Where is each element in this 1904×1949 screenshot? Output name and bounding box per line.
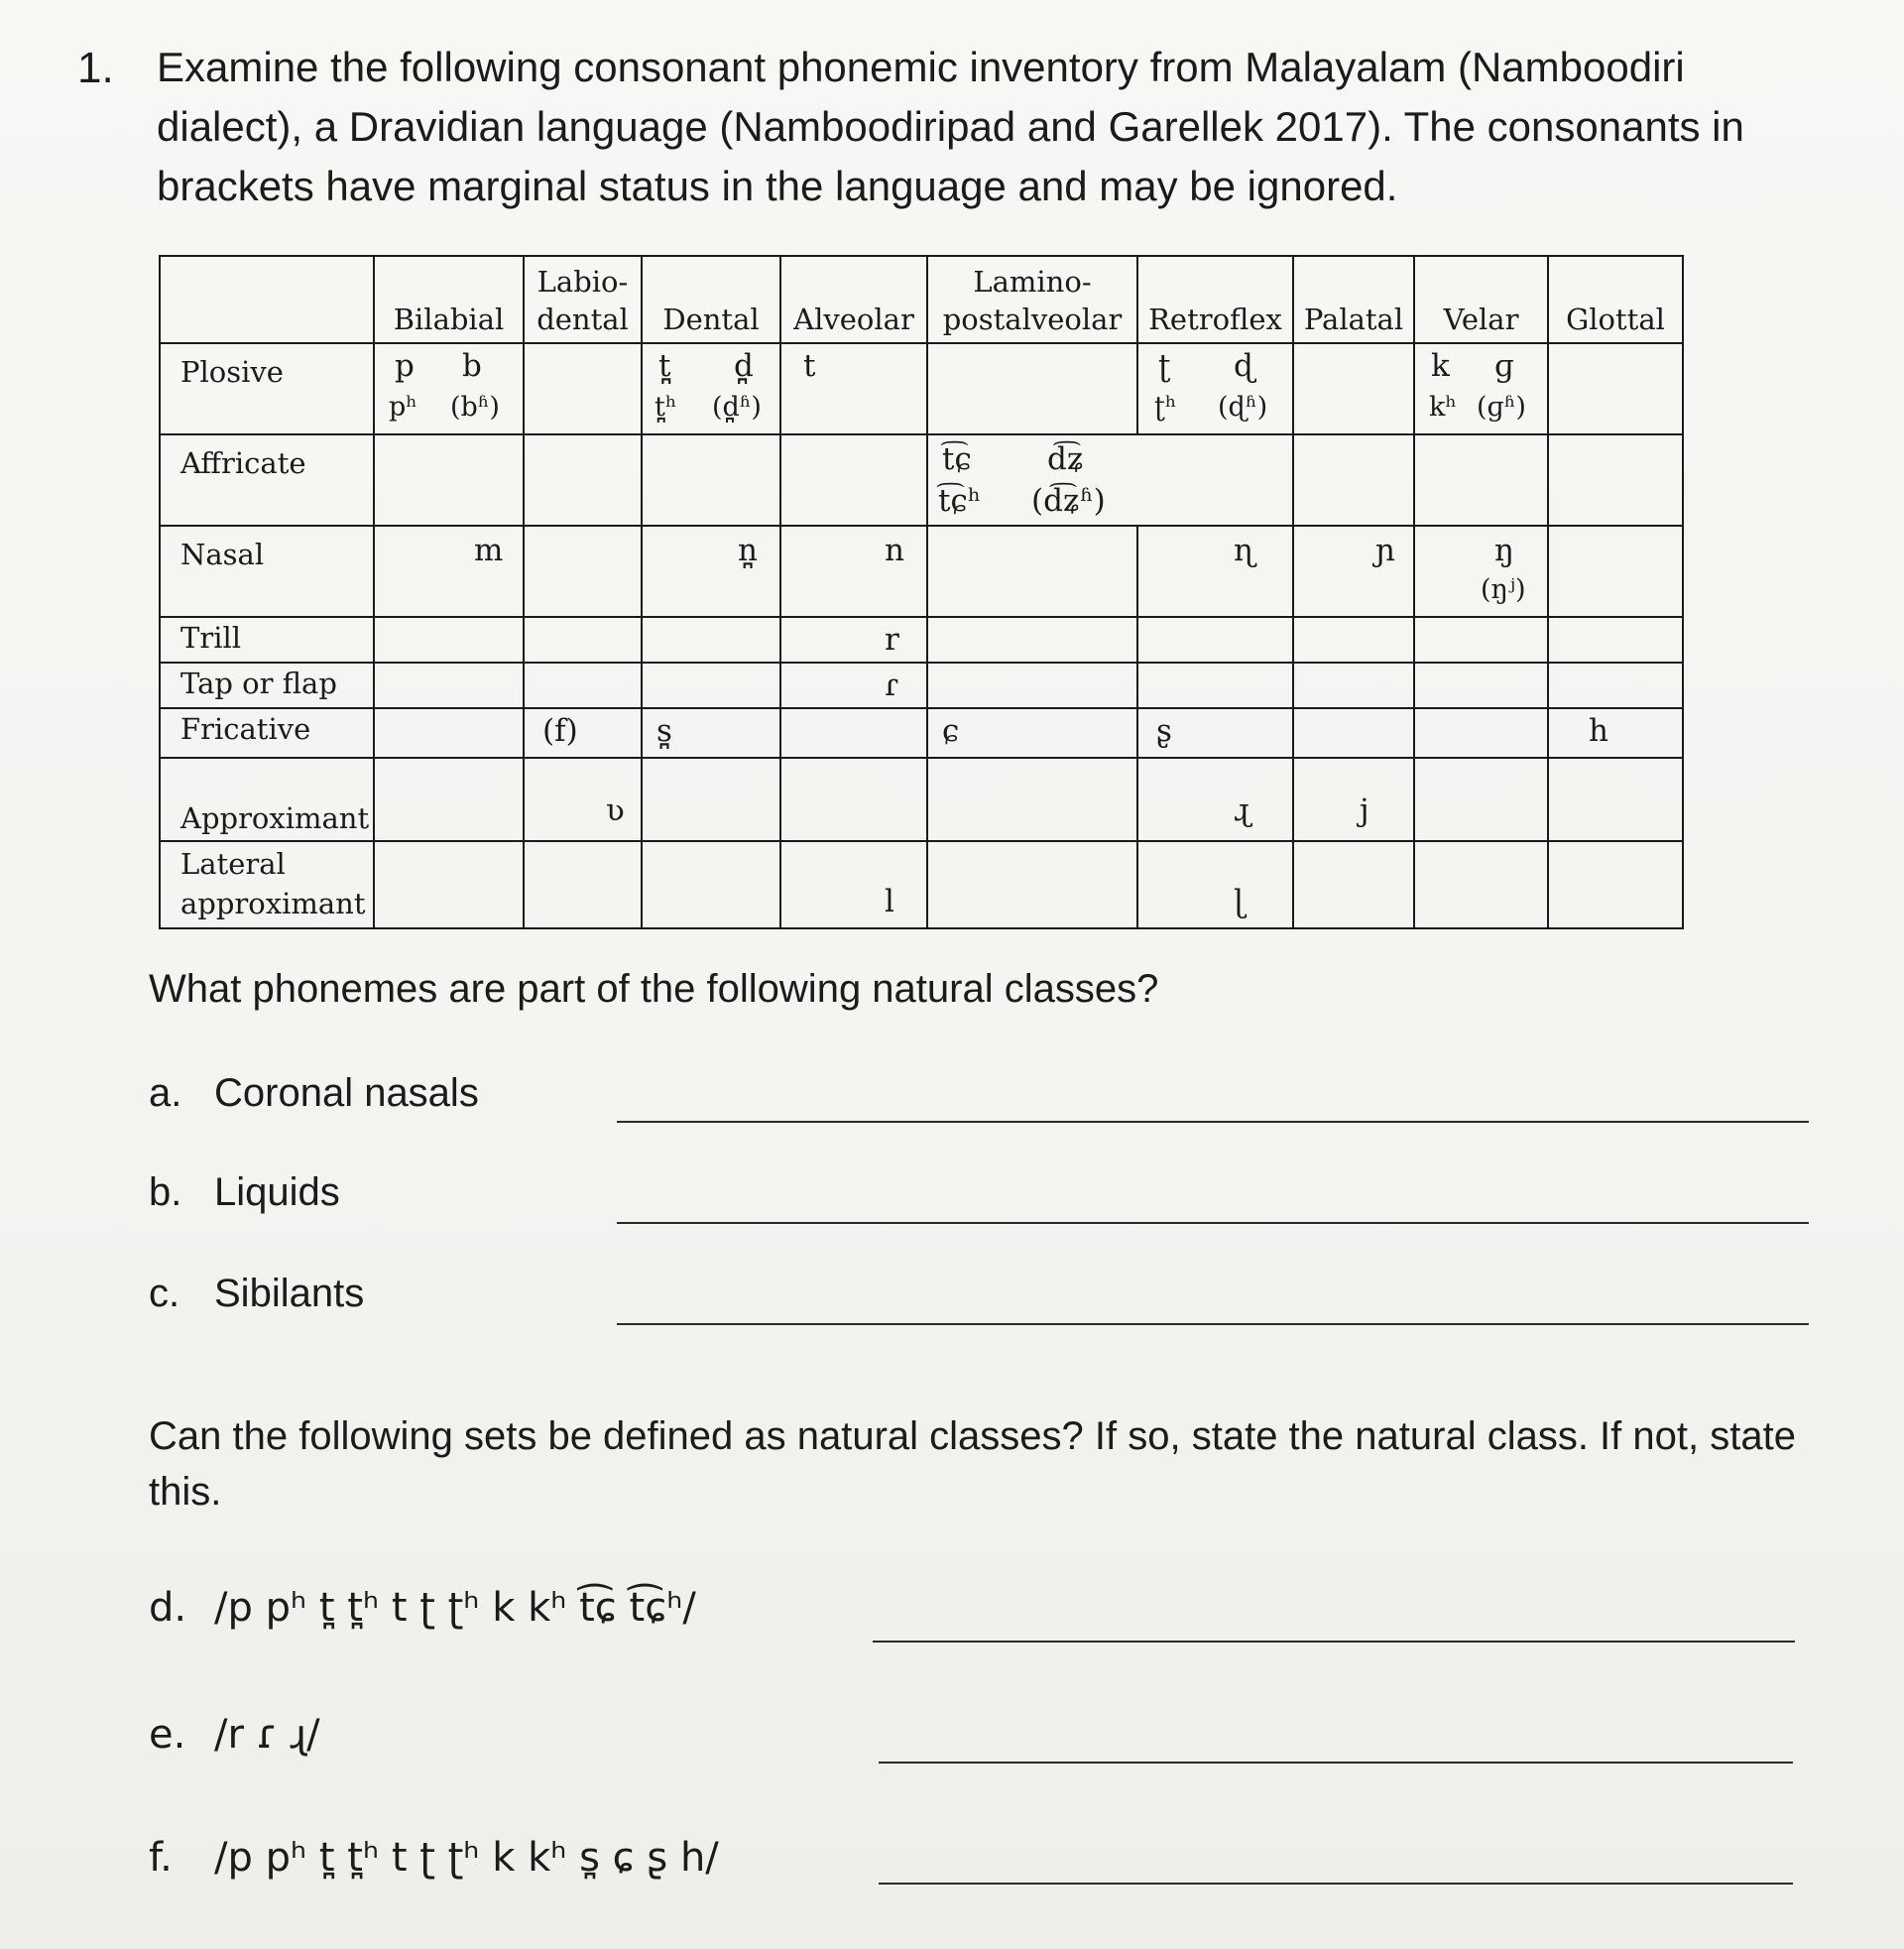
cell-trill-alveolar (780, 617, 927, 663)
col-alveolar: Alveolar (780, 256, 927, 343)
row-nasal: Nasal (160, 526, 374, 617)
answer-line-e[interactable] (879, 1762, 1793, 1764)
cell-fricative-palatal (1293, 708, 1414, 758)
phoneme: ɻ (1234, 792, 1251, 828)
cell-trill-dental (642, 617, 780, 663)
cell-affricate-dental (642, 434, 780, 526)
phoneme: ʂ (1156, 713, 1172, 749)
phoneme: j (1360, 792, 1369, 828)
row-fricative: Fricative (160, 708, 374, 758)
phoneme: r (885, 622, 899, 658)
cell-fricative-alveolar (780, 708, 927, 758)
row-tap: Tap or flap (160, 663, 374, 708)
phoneme: ɲ (1375, 533, 1395, 568)
prompt-sets: Can the following sets be defined as natural classes? If so, state the natural class. If not, state this. (149, 1414, 1796, 1514)
cell-affricate-velar (1414, 434, 1548, 526)
cell-fricative-bilabial (374, 708, 524, 758)
row-trill: Trill (160, 617, 374, 663)
cell-nasal-bilabial (374, 526, 524, 617)
answer-line-a[interactable] (617, 1121, 1809, 1123)
phoneme: ʈ (1158, 348, 1171, 384)
cell-plosive-postalveolar (927, 343, 1137, 434)
phoneme: t͡ɕ (942, 441, 972, 477)
row-affricate: Affricate (160, 434, 374, 526)
cell-lateral-labiodental (524, 841, 642, 928)
phoneme: (d͡ʑʱ) (1031, 483, 1106, 519)
cell-plosive-retroflex (1137, 343, 1293, 434)
question-intro (157, 38, 1843, 216)
cell-approximant-dental (642, 758, 780, 841)
item-f (149, 1835, 719, 1881)
item-label: c. (149, 1272, 180, 1315)
answer-line-b[interactable] (617, 1222, 1809, 1224)
item-label: f. (149, 1835, 173, 1881)
row-approximant: Approximant (160, 758, 374, 841)
phoneme: ŋ (1494, 533, 1514, 568)
cell-lateral-postalveolar (927, 841, 1137, 928)
phoneme: (d̪ʱ) (712, 392, 762, 423)
cell-lateral-retroflex (1137, 841, 1293, 928)
cell-affricate-labiodental (524, 434, 642, 526)
phoneme: s̪ (656, 713, 672, 749)
cell-lateral-glottal (1548, 841, 1683, 928)
question-number: 1. (77, 44, 114, 92)
col-labiodental: Labio- dental (524, 256, 642, 343)
cell-lateral-alveolar (780, 841, 927, 928)
cell-nasal-palatal (1293, 526, 1414, 617)
cell-plosive-glottal (1548, 343, 1683, 434)
phoneme: m (474, 533, 504, 568)
cell-trill-glottal (1548, 617, 1683, 663)
cell-fricative-glottal (1548, 708, 1683, 758)
col-dental: Dental (642, 256, 780, 343)
item-d (149, 1585, 696, 1631)
item-label: b. (149, 1170, 182, 1214)
phoneme: ɖ (1234, 348, 1254, 384)
cell-affricate-postalveolar (927, 434, 1293, 526)
cell-fricative-labiodental (524, 708, 642, 758)
phoneme: n (885, 533, 904, 568)
phoneme: ʋ (606, 792, 625, 828)
cell-affricate-bilabial (374, 434, 524, 526)
header-blank (160, 256, 374, 343)
phoneme: l (885, 884, 894, 919)
col-retroflex: Retroflex (1137, 256, 1293, 343)
cell-fricative-postalveolar (927, 708, 1137, 758)
cell-plosive-labiodental (524, 343, 642, 434)
cell-trill-velar (1414, 617, 1548, 663)
phoneme: t̪ (658, 348, 671, 384)
cell-lateral-palatal (1293, 841, 1414, 928)
cell-plosive-palatal (1293, 343, 1414, 434)
cell-nasal-postalveolar (927, 526, 1137, 617)
phoneme: ɳ (1234, 533, 1255, 568)
phoneme: n̪ (738, 533, 758, 568)
cell-approximant-labiodental (524, 758, 642, 841)
cell-plosive-alveolar (780, 343, 927, 434)
cell-tap-palatal (1293, 663, 1414, 708)
phoneme: t͡ɕʰ (938, 483, 982, 519)
phoneme: (ɡʱ) (1477, 392, 1526, 423)
phoneme: (f) (542, 713, 578, 749)
cell-tap-bilabial (374, 663, 524, 708)
item-text: Sibilants (214, 1272, 365, 1315)
row-plosive: Plosive (160, 343, 374, 434)
col-glottal: Glottal (1548, 256, 1683, 343)
phoneme: ɡ (1494, 348, 1514, 384)
item-text: /r ɾ ɻ/ (214, 1712, 320, 1758)
item-label: a. (149, 1071, 182, 1115)
cell-affricate-glottal (1548, 434, 1683, 526)
cell-plosive-dental (642, 343, 780, 434)
phoneme: (bʱ) (450, 392, 500, 423)
cell-trill-postalveolar (927, 617, 1137, 663)
cell-nasal-dental (642, 526, 780, 617)
phoneme: b (462, 348, 482, 384)
phoneme: t̪ʰ (654, 392, 677, 423)
cell-approximant-velar (1414, 758, 1548, 841)
cell-plosive-bilabial (374, 343, 524, 434)
row-lateral-approximant: Lateral approximant (160, 841, 374, 928)
cell-tap-alveolar (780, 663, 927, 708)
col-palatal: Palatal (1293, 256, 1414, 343)
cell-approximant-alveolar (780, 758, 927, 841)
cell-trill-bilabial (374, 617, 524, 663)
cell-tap-retroflex (1137, 663, 1293, 708)
cell-tap-labiodental (524, 663, 642, 708)
cell-approximant-palatal (1293, 758, 1414, 841)
phoneme: t (803, 348, 816, 384)
cell-plosive-velar (1414, 343, 1548, 434)
item-b (149, 1170, 340, 1215)
phoneme: kʰ (1429, 392, 1458, 423)
col-velar: Velar (1414, 256, 1548, 343)
item-e (149, 1712, 320, 1758)
phoneme: d͡ʑ (1047, 441, 1085, 477)
phoneme: ɕ (942, 713, 960, 749)
cell-nasal-velar (1414, 526, 1548, 617)
cell-trill-retroflex (1137, 617, 1293, 663)
cell-tap-velar (1414, 663, 1548, 708)
cell-lateral-dental (642, 841, 780, 928)
cell-nasal-retroflex (1137, 526, 1293, 617)
phoneme: p (395, 348, 415, 384)
intro-line-1: Examine the following consonant phonemic inventory from Malayalam (Namboodiri (157, 44, 1685, 90)
phoneme: (ɖʱ) (1218, 392, 1268, 423)
consonant-inventory-table (159, 255, 1684, 929)
item-text: /p pʰ t̪ t̪ʰ t ʈ ʈʰ k kʰ s̪ ɕ ʂ h/ (214, 1835, 719, 1881)
cell-approximant-bilabial (374, 758, 524, 841)
intro-line-3: brackets have marginal status in the language and may be ignored. (157, 163, 1398, 209)
cell-tap-dental (642, 663, 780, 708)
phoneme: d̪ (734, 348, 754, 384)
cell-lateral-velar (1414, 841, 1548, 928)
intro-line-2: dialect), a Dravidian language (Namboodiripad and Garellek 2017). The consonants in (157, 103, 1744, 150)
cell-nasal-alveolar (780, 526, 927, 617)
answer-line-d[interactable] (873, 1641, 1795, 1643)
answer-line-c[interactable] (617, 1323, 1809, 1325)
prompt-natural-classes: What phonemes are part of the following natural classes? (149, 967, 1159, 1011)
phoneme: (ŋʲ) (1481, 574, 1526, 605)
col-postalveolar: Lamino- postalveolar (927, 256, 1137, 343)
phoneme: h (1589, 713, 1608, 749)
cell-trill-palatal (1293, 617, 1414, 663)
item-a (149, 1071, 479, 1116)
cell-nasal-labiodental (524, 526, 642, 617)
item-label: e. (149, 1712, 186, 1758)
item-text: Coronal nasals (214, 1071, 479, 1115)
cell-fricative-retroflex (1137, 708, 1293, 758)
cell-lateral-bilabial (374, 841, 524, 928)
phoneme: pʰ (389, 392, 417, 423)
cell-trill-labiodental (524, 617, 642, 663)
item-text: Liquids (214, 1170, 340, 1214)
cell-tap-glottal (1548, 663, 1683, 708)
cell-affricate-alveolar (780, 434, 927, 526)
answer-line-f[interactable] (879, 1883, 1793, 1885)
cell-fricative-dental (642, 708, 780, 758)
item-text: /p pʰ t̪ t̪ʰ t ʈ ʈʰ k kʰ t͡ɕ t͡ɕʰ/ (214, 1585, 696, 1631)
cell-approximant-glottal (1548, 758, 1683, 841)
cell-fricative-velar (1414, 708, 1548, 758)
cell-approximant-retroflex (1137, 758, 1293, 841)
cell-approximant-postalveolar (927, 758, 1137, 841)
cell-nasal-glottal (1548, 526, 1683, 617)
cell-tap-postalveolar (927, 663, 1137, 708)
item-c (149, 1272, 364, 1316)
phoneme: k (1431, 348, 1450, 384)
item-label: d. (149, 1585, 187, 1631)
phoneme: ɭ (1234, 884, 1246, 919)
phoneme: ʈʰ (1154, 392, 1177, 423)
cell-affricate-palatal (1293, 434, 1414, 526)
phoneme: ɾ (885, 668, 899, 703)
col-bilabial: Bilabial (374, 256, 524, 343)
